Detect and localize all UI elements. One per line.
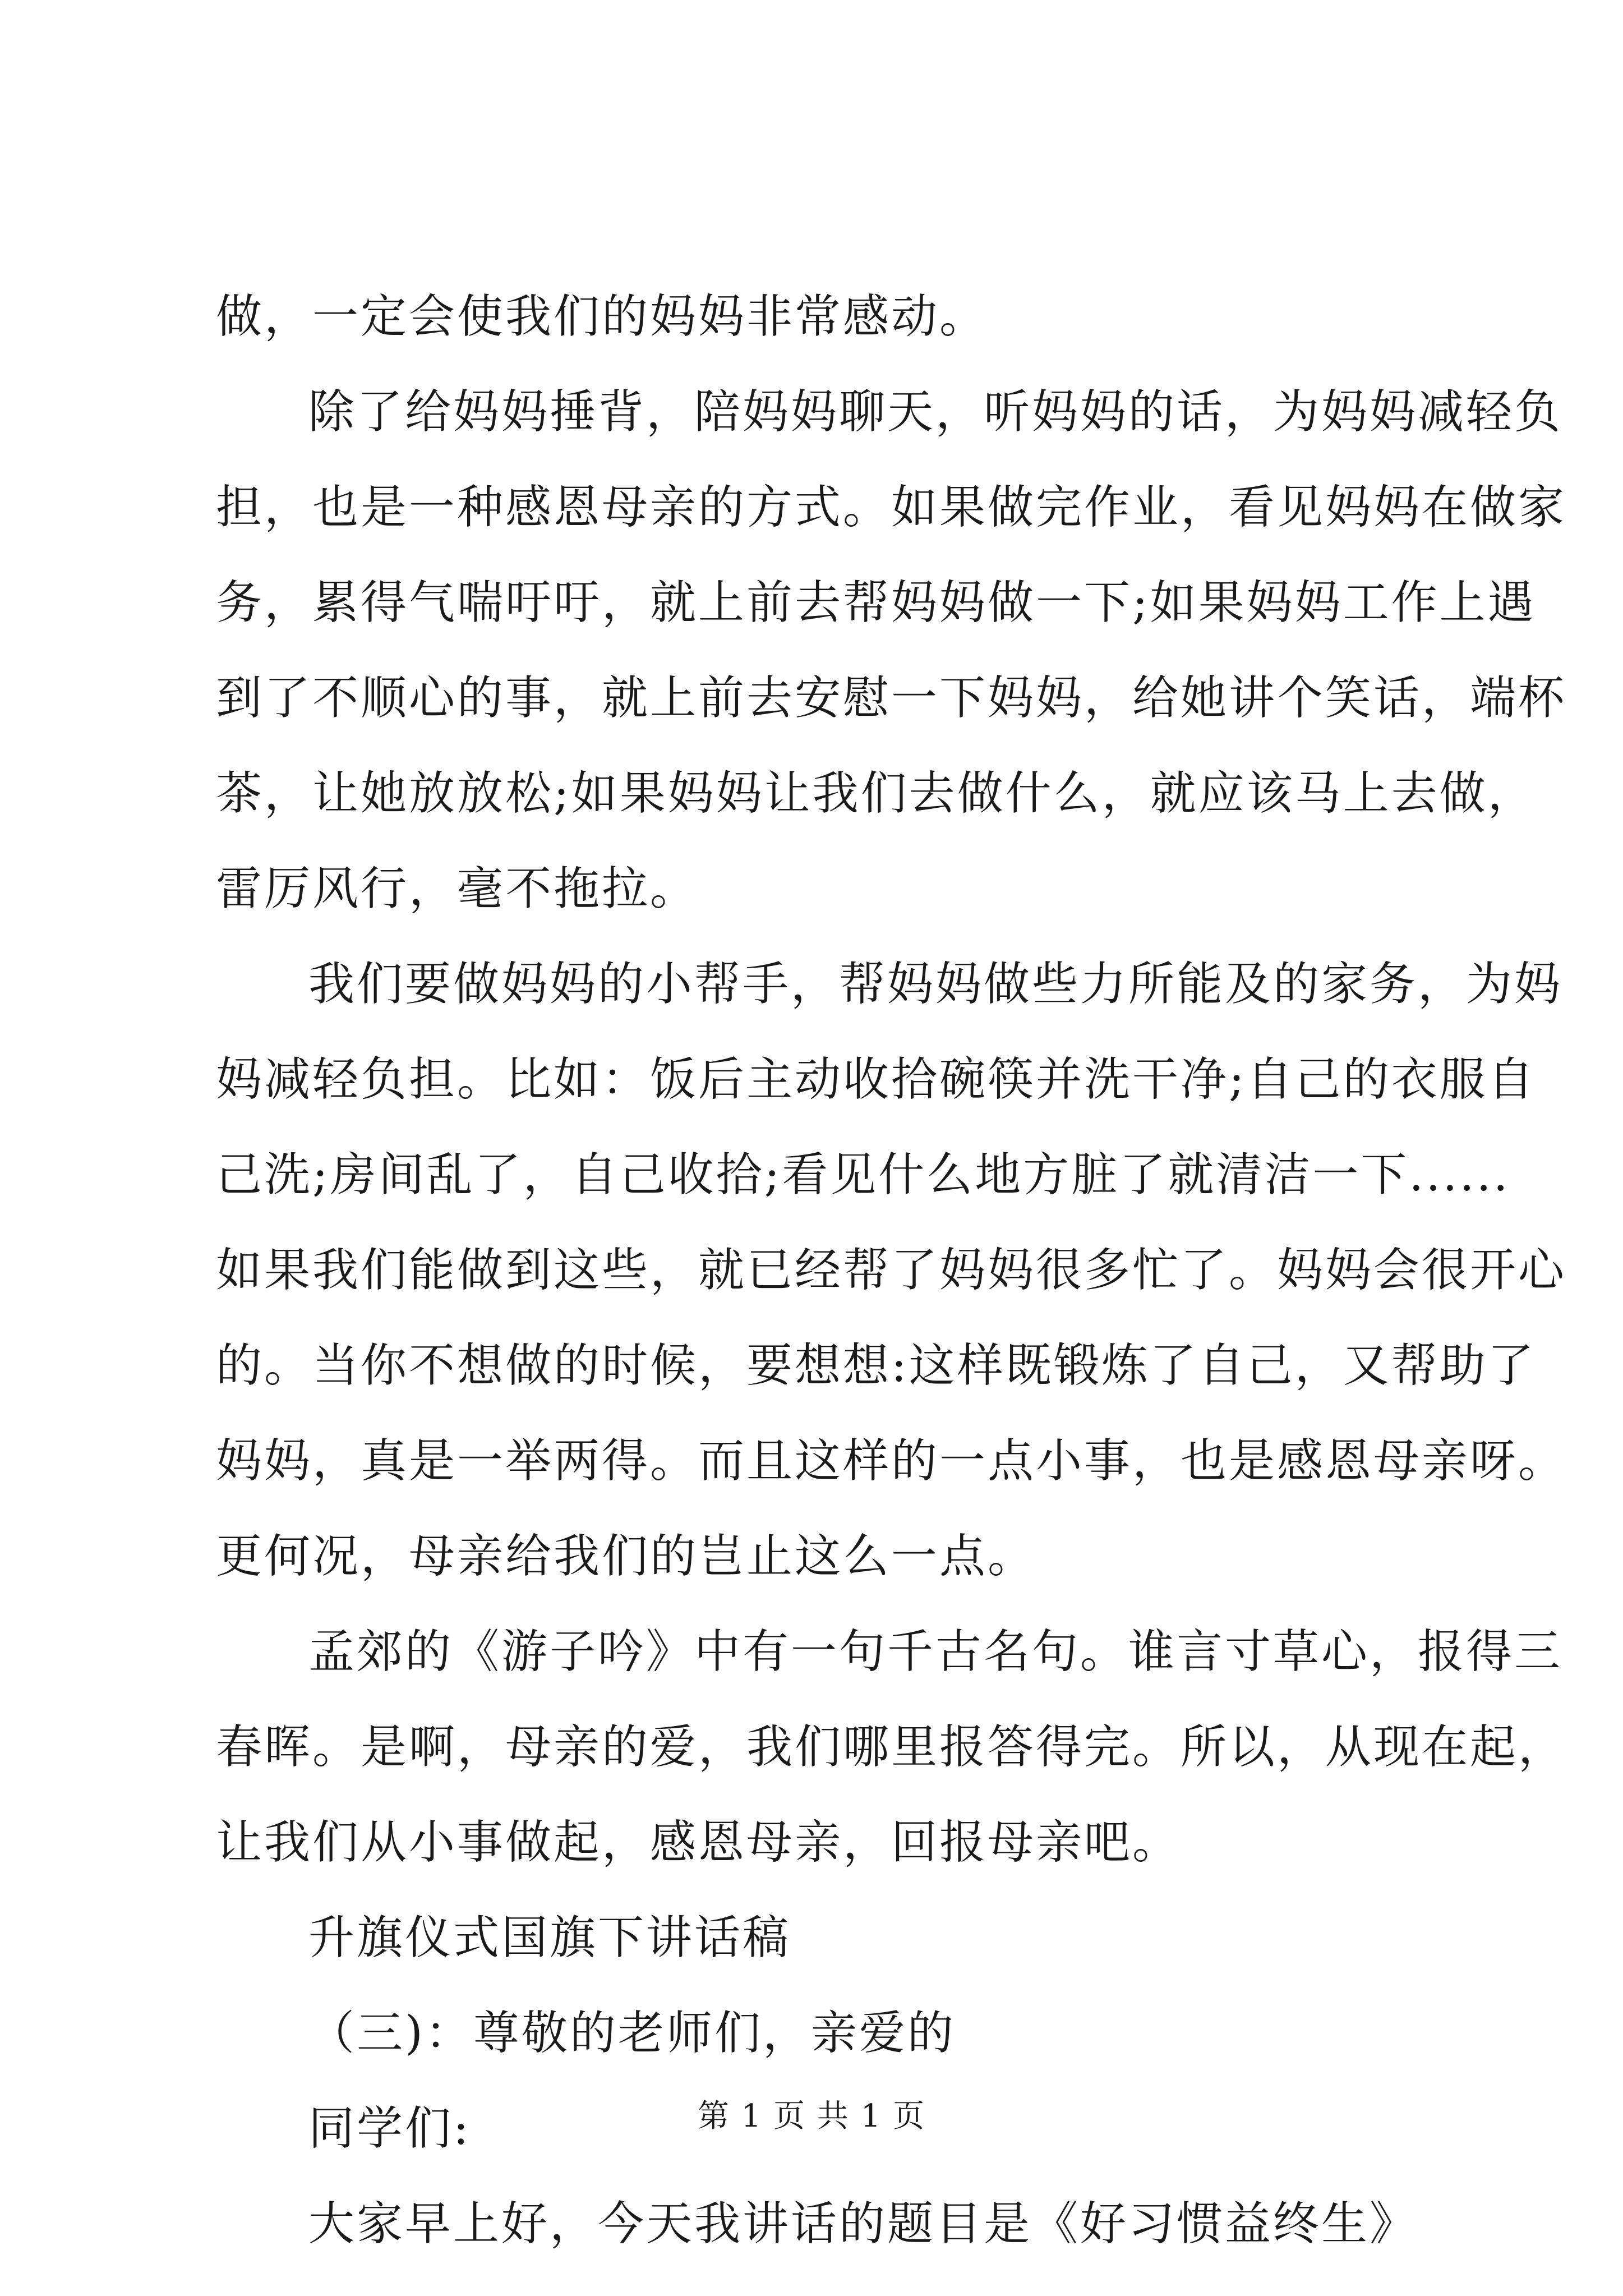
text-line: 担，也是一种感恩母亲的方式。如果做完作业，看见妈妈在做家 [216, 481, 1567, 534]
section-heading: 升旗仪式国旗下讲话稿 [308, 1911, 791, 1964]
document-body [216, 269, 1567, 2272]
text-line: 大家早上好，今天我讲话的题目是《好习惯益终生》 [308, 2197, 1418, 2251]
text-line: 务，累得气喘吁吁，就上前去帮妈妈做一下;如果妈妈工作上遇 [216, 576, 1536, 629]
text-line: 的。当你不想做的时候，要想想:这样既锻炼了自己，又帮助了 [216, 1339, 1536, 1392]
text-line: 妈减轻负担。比如：饭后主动收拾碗筷并洗干净;自己的衣服自 [216, 1053, 1536, 1106]
text-line: 如果我们能做到这些，就已经帮了妈妈很多忙了。妈妈会很开心 [216, 1244, 1567, 1297]
text-line: 除了给妈妈捶背，陪妈妈聊天，听妈妈的话，为妈妈减轻负 [308, 385, 1563, 439]
text-line: 让我们从小事做起，感恩母亲，回报母亲吧。 [216, 1816, 1181, 1869]
text-line: 到了不顺心的事，就上前去安慰一下妈妈，给她讲个笑话，端杯 [216, 671, 1567, 725]
page-footer: 第 1 页 共 1 页 [697, 2098, 926, 2134]
text-line: 更何况，母亲给我们的岂止这么一点。 [216, 1530, 1036, 1583]
text-line: 春晖。是啊，母亲的爱，我们哪里报答得完。所以，从现在起， [216, 1720, 1567, 1774]
text-line: 孟郊的《游子吟》中有一句千古名句。谁言寸草心，报得三 [308, 1625, 1563, 1678]
text-line: 雷厉风行，毫不拖拉。 [216, 862, 699, 915]
text-line: （三)：尊敬的老师们，亲爱的 [308, 2007, 956, 2060]
text-line: 妈妈，真是一举两得。而且这样的一点小事，也是感恩母亲呀。 [216, 1434, 1567, 1488]
text-line: 做，一定会使我们的妈妈非常感动。 [216, 290, 988, 343]
text-line: 己洗;房间乱了，自己收拾;看见什么地方脏了就清洁一下...... [216, 1148, 1510, 1202]
text-line: 茶，让她放放松;如果妈妈让我们去做什么，就应该马上去做， [216, 767, 1536, 820]
text-line: 我们要做妈妈的小帮手，帮妈妈做些力所能及的家务，为妈 [308, 958, 1563, 1011]
text-line: 同学们: [308, 2102, 471, 2155]
